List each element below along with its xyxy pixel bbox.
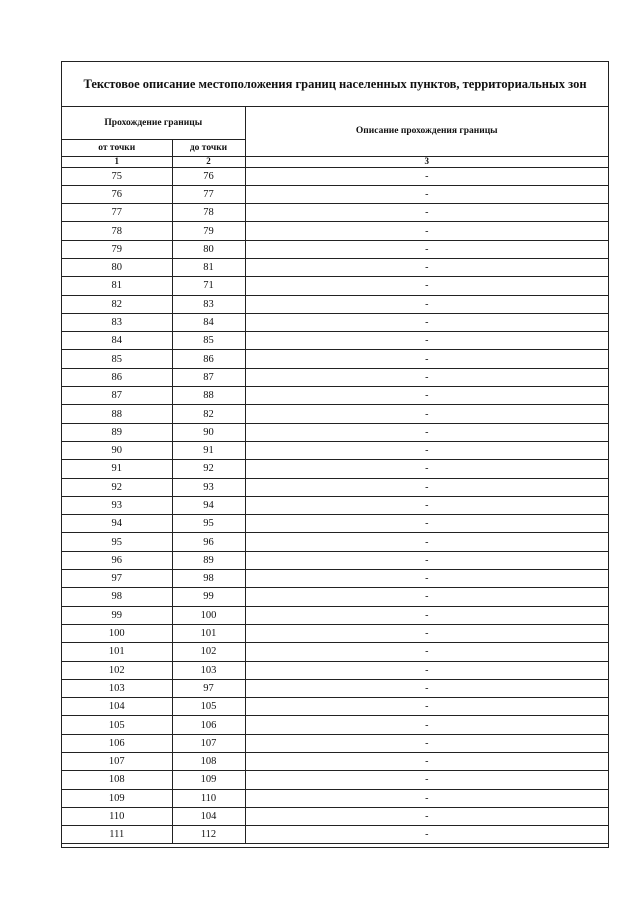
table-row [62, 478, 608, 496]
description-cell: - [245, 588, 608, 606]
to-point-cell: 101 [172, 624, 245, 642]
description-cell: - [245, 643, 608, 661]
to-point-cell: 81 [172, 258, 245, 276]
table-row [62, 807, 608, 825]
from-point-cell: 81 [62, 277, 172, 295]
from-point-cell: 94 [62, 515, 172, 533]
to-point-cell: 107 [172, 734, 245, 752]
to-point-cell: 91 [172, 441, 245, 459]
table-row [62, 771, 608, 789]
from-point-cell: 111 [62, 826, 172, 844]
table-row [62, 734, 608, 752]
from-point-cell: 96 [62, 551, 172, 569]
to-point-cell: 82 [172, 405, 245, 423]
table-row [62, 789, 608, 807]
from-point-cell: 105 [62, 716, 172, 734]
to-point-cell: 93 [172, 478, 245, 496]
to-point-cell: 87 [172, 368, 245, 386]
description-cell: - [245, 204, 608, 222]
table-row [62, 624, 608, 642]
document-title: Текстовое описание местоположения границ населенных пунктов, территориальных зон [62, 62, 608, 107]
from-point-cell: 90 [62, 441, 172, 459]
description-cell: - [245, 405, 608, 423]
header-col-1: 1 [62, 156, 172, 167]
description-cell: - [245, 313, 608, 331]
description-cell: - [245, 826, 608, 844]
description-cell: - [245, 789, 608, 807]
table-row [62, 698, 608, 716]
header-boundary-passage: Прохождение границы [62, 107, 245, 139]
table-row [62, 826, 608, 844]
from-point-cell: 109 [62, 789, 172, 807]
header-to-point: до точки [172, 139, 245, 156]
description-cell: - [245, 716, 608, 734]
header-from-point: от точки [62, 139, 172, 156]
from-point-cell: 76 [62, 185, 172, 203]
from-point-cell: 85 [62, 350, 172, 368]
table-row [62, 533, 608, 551]
table-row [62, 661, 608, 679]
to-point-cell: 90 [172, 423, 245, 441]
description-cell: - [245, 551, 608, 569]
to-point-cell: 76 [172, 167, 245, 185]
description-cell: - [245, 679, 608, 697]
description-cell: - [245, 258, 608, 276]
table-row [62, 350, 608, 368]
description-cell: - [245, 441, 608, 459]
table-row [62, 222, 608, 240]
to-point-cell: 77 [172, 185, 245, 203]
from-point-cell: 87 [62, 387, 172, 405]
from-point-cell: 95 [62, 533, 172, 551]
from-point-cell: 86 [62, 368, 172, 386]
table-row [62, 460, 608, 478]
to-point-cell: 86 [172, 350, 245, 368]
table-body [62, 167, 608, 844]
description-cell: - [245, 606, 608, 624]
header-col-2: 2 [172, 156, 245, 167]
description-cell: - [245, 734, 608, 752]
table-row [62, 405, 608, 423]
description-cell: - [245, 515, 608, 533]
from-point-cell: 98 [62, 588, 172, 606]
from-point-cell: 82 [62, 295, 172, 313]
to-point-cell: 97 [172, 679, 245, 697]
to-point-cell: 71 [172, 277, 245, 295]
to-point-cell: 112 [172, 826, 245, 844]
to-point-cell: 94 [172, 496, 245, 514]
description-cell: - [245, 698, 608, 716]
to-point-cell: 79 [172, 222, 245, 240]
to-point-cell: 104 [172, 807, 245, 825]
to-point-cell: 78 [172, 204, 245, 222]
table-row [62, 185, 608, 203]
to-point-cell: 100 [172, 606, 245, 624]
description-cell: - [245, 807, 608, 825]
to-point-cell: 106 [172, 716, 245, 734]
from-point-cell: 79 [62, 240, 172, 258]
from-point-cell: 106 [62, 734, 172, 752]
header-description: Описание прохождения границы [245, 107, 608, 156]
from-point-cell: 104 [62, 698, 172, 716]
table-row [62, 716, 608, 734]
table-row [62, 588, 608, 606]
from-point-cell: 100 [62, 624, 172, 642]
description-cell: - [245, 478, 608, 496]
description-cell: - [245, 496, 608, 514]
description-cell: - [245, 771, 608, 789]
description-cell: - [245, 423, 608, 441]
to-point-cell: 92 [172, 460, 245, 478]
description-cell: - [245, 240, 608, 258]
from-point-cell: 101 [62, 643, 172, 661]
to-point-cell: 102 [172, 643, 245, 661]
to-point-cell: 84 [172, 313, 245, 331]
table-row [62, 570, 608, 588]
from-point-cell: 92 [62, 478, 172, 496]
from-point-cell: 77 [62, 204, 172, 222]
description-cell: - [245, 460, 608, 478]
header-col-3: 3 [245, 156, 608, 167]
description-cell: - [245, 350, 608, 368]
to-point-cell: 83 [172, 295, 245, 313]
to-point-cell: 96 [172, 533, 245, 551]
to-point-cell: 105 [172, 698, 245, 716]
from-point-cell: 80 [62, 258, 172, 276]
description-cell: - [245, 533, 608, 551]
to-point-cell: 109 [172, 771, 245, 789]
to-point-cell: 110 [172, 789, 245, 807]
to-point-cell: 89 [172, 551, 245, 569]
description-cell: - [245, 277, 608, 295]
from-point-cell: 102 [62, 661, 172, 679]
from-point-cell: 91 [62, 460, 172, 478]
table-row [62, 515, 608, 533]
from-point-cell: 108 [62, 771, 172, 789]
description-cell: - [245, 332, 608, 350]
from-point-cell: 89 [62, 423, 172, 441]
to-point-cell: 108 [172, 753, 245, 771]
from-point-cell: 88 [62, 405, 172, 423]
from-point-cell: 110 [62, 807, 172, 825]
table-row [62, 551, 608, 569]
document-frame [61, 61, 609, 848]
boundary-table [62, 107, 608, 844]
from-point-cell: 78 [62, 222, 172, 240]
description-cell: - [245, 570, 608, 588]
table-row [62, 332, 608, 350]
description-cell: - [245, 167, 608, 185]
table-row [62, 441, 608, 459]
to-point-cell: 98 [172, 570, 245, 588]
to-point-cell: 88 [172, 387, 245, 405]
from-point-cell: 75 [62, 167, 172, 185]
table-row [62, 753, 608, 771]
description-cell: - [245, 753, 608, 771]
description-cell: - [245, 624, 608, 642]
to-point-cell: 99 [172, 588, 245, 606]
description-cell: - [245, 368, 608, 386]
description-cell: - [245, 387, 608, 405]
table-row [62, 167, 608, 185]
from-point-cell: 99 [62, 606, 172, 624]
from-point-cell: 97 [62, 570, 172, 588]
from-point-cell: 103 [62, 679, 172, 697]
table-row [62, 204, 608, 222]
table-row [62, 679, 608, 697]
description-cell: - [245, 661, 608, 679]
table-row [62, 496, 608, 514]
table-row [62, 240, 608, 258]
table-row [62, 313, 608, 331]
to-point-cell: 80 [172, 240, 245, 258]
table-row [62, 606, 608, 624]
from-point-cell: 84 [62, 332, 172, 350]
table-row [62, 258, 608, 276]
to-point-cell: 85 [172, 332, 245, 350]
table-row [62, 387, 608, 405]
from-point-cell: 107 [62, 753, 172, 771]
description-cell: - [245, 222, 608, 240]
table-row [62, 277, 608, 295]
description-cell: - [245, 185, 608, 203]
from-point-cell: 93 [62, 496, 172, 514]
table-row [62, 643, 608, 661]
to-point-cell: 95 [172, 515, 245, 533]
to-point-cell: 103 [172, 661, 245, 679]
description-cell: - [245, 295, 608, 313]
table-row [62, 368, 608, 386]
table-row [62, 423, 608, 441]
from-point-cell: 83 [62, 313, 172, 331]
table-row [62, 295, 608, 313]
